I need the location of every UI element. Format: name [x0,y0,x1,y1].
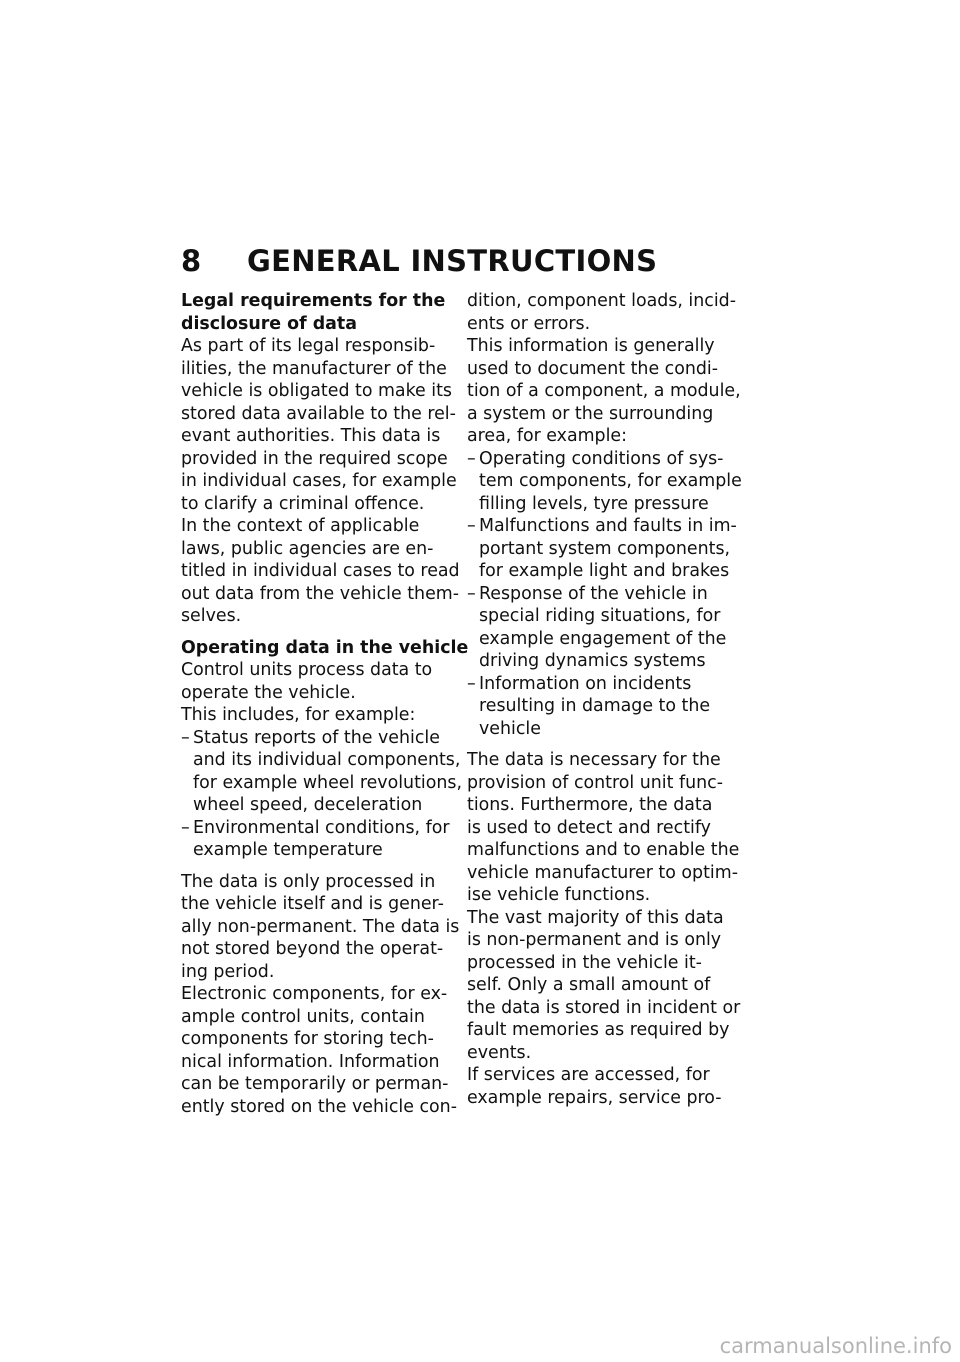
body-text-line: provided in the required scope [181,448,448,469]
chapter-heading: GENERAL INSTRUCTIONS [247,244,658,278]
bullet-item [181,727,466,750]
right-text-column [467,290,752,1109]
body-text-line: If services are accessed, for [467,1065,710,1085]
body-text-line: the vehicle itself and is gener- [181,894,444,914]
body-text-line: vehicle is obligated to make its [181,381,452,401]
body-text-line: malfunctions and to enable the [467,840,740,860]
body-text-line: The data is only processed in [181,871,436,892]
body-text-line: out data from the vehicle them- [181,583,459,604]
paragraph-gap [181,628,466,637]
body-text-line: events. [467,1042,532,1063]
body-text-line: not stored beyond the operat- [181,939,444,959]
bullet-item [467,515,752,538]
bullet-text: Status reports of the vehicle [193,727,440,748]
bullet-continuation: tem components, for example [479,471,742,491]
body-text-line: laws, public agencies are en- [181,538,434,559]
body-text-line: ally non-permanent. The data is [181,916,460,937]
body-text-line: can be temporarily or perman- [181,1074,449,1094]
body-text-line: selves. [181,606,242,626]
bullet-text: Information on incidents [479,673,692,694]
body-text-line: evant authorities. This data is [181,426,441,446]
bullet-text: Environmental conditions, for [193,817,450,838]
body-text-line: to clarify a criminal offence. [181,493,425,514]
body-text-line: Control units process data to [181,660,433,680]
body-text-line: ents or errors. [467,313,591,334]
bullet-item [467,448,752,471]
paragraph-gap [181,862,466,871]
body-text-line: ilities, the manufacturer of the [181,358,447,379]
chapter-number: 8 [181,244,202,278]
bullet-item [181,817,466,840]
bullet-continuation: wheel speed, deceleration [193,795,423,815]
bullet-continuation: filling levels, tyre pressure [479,493,709,514]
body-text-line: used to document the condi- [467,358,719,379]
body-text-line: dition, component loads, incid- [467,291,736,311]
bullet-dash: – [181,727,190,748]
body-text-line: ing period. [181,961,275,982]
bullet-text: Operating conditions of sys- [479,448,724,469]
bullet-continuation: for example light and brakes [479,561,730,581]
body-text-line: vehicle manufacturer to optim- [467,862,738,883]
body-text-line: tion of a component, a module, [467,381,741,401]
left-text-column [181,290,469,1118]
bullet-continuation: vehicle [479,718,541,739]
body-text-line: stored data available to the rel- [181,403,456,424]
bullet-continuation: special riding situations, for [479,606,721,626]
body-text-line: nical information. Information [181,1051,440,1072]
bullet-dash: – [467,673,476,694]
watermark: carmanualsonline.info [719,1334,952,1358]
body-text-line: provision of control unit func- [467,772,723,793]
body-text-line: This includes, for example: [181,705,416,725]
bullet-dash: – [467,516,476,536]
section-heading: Operating data in the vehicle [181,637,469,658]
bullet-continuation: driving dynamics systems [479,651,706,671]
body-text-line: ample control units, contain [181,1006,425,1027]
body-text-line: a system or the surrounding [467,403,714,424]
bullet-dash: – [467,448,476,469]
paragraph-gap [467,740,752,749]
body-text-line: In the context of applicable [181,516,420,536]
bullet-continuation: resulting in damage to the [479,696,711,716]
body-text-line: in individual cases, for example [181,471,457,491]
bullet-text: Response of the vehicle in [479,583,708,604]
body-text-line: the data is stored in incident or [467,997,741,1018]
body-text-line: The vast majority of this data [467,907,724,928]
bullet-continuation: example engagement of the [479,628,727,649]
body-text-line: ise vehicle functions. [467,885,651,905]
body-text-line: The data is necessary for the [467,750,721,770]
chapter-title [181,244,657,278]
body-text-line: operate the vehicle. [181,682,356,703]
bullet-continuation: example temperature [193,840,383,860]
body-text-line: Electronic components, for ex- [181,984,448,1004]
body-text-line: is used to detect and rectify [467,817,711,838]
section-heading: disclosure of data [181,313,357,334]
bullet-text: Malfunctions and faults in im- [479,516,737,536]
body-text-line: area, for example: [467,426,627,446]
bullet-continuation: for example wheel revolutions, [193,772,462,793]
body-text-line: self. Only a small amount of [467,975,711,995]
body-text-line: processed in the vehicle it- [467,952,702,973]
bullet-continuation: portant system components, [479,538,731,559]
body-text-line: titled in individual cases to read [181,561,460,581]
bullet-dash: – [181,817,190,838]
body-text-line: components for storing tech- [181,1029,434,1049]
body-text-line: ently stored on the vehicle con- [181,1096,457,1117]
body-text-line: tions. Furthermore, the data [467,795,713,815]
bullet-item [467,583,752,606]
bullet-dash: – [467,583,476,604]
bullet-item [467,673,752,696]
bullet-continuation: and its individual components, [193,750,461,770]
body-text-line: is non-permanent and is only [467,930,722,950]
body-text-line: This information is generally [467,336,715,356]
body-text-line: As part of its legal responsib- [181,336,436,356]
body-text-line: fault memories as required by [467,1020,730,1040]
body-text-line: example repairs, service pro- [467,1087,722,1108]
section-heading: Legal requirements for the [181,291,446,311]
